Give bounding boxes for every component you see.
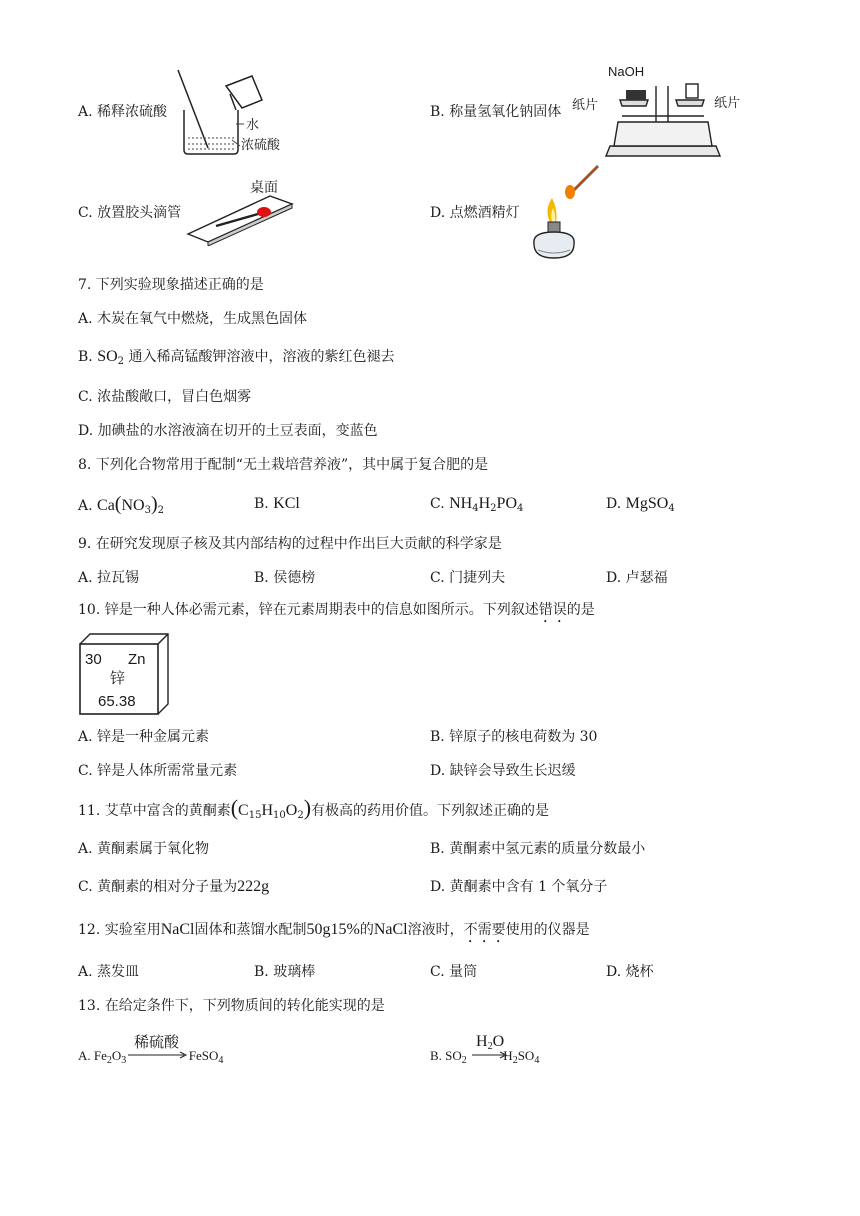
q11-option-d[interactable]: D. 黄酮素中含有 1 个氧分子 (430, 879, 608, 895)
q10-option-c[interactable]: C. 锌是人体所需常量元素 (78, 763, 238, 779)
q7-option-d[interactable]: D. 加碘盐的水溶液滴在切开的土豆表面，变蓝色 (78, 423, 378, 439)
balance-figure (596, 76, 728, 158)
q12-option-d[interactable]: D. 烧杯 (606, 964, 654, 980)
q10-stem: 10. 锌是一种人体必需元素，锌在元素周期表中的信息如图所示。下列叙述错误的是 (78, 602, 595, 618)
q11-option-a[interactable]: A. 黄酮素属于氧化物 (78, 841, 210, 857)
q7-stem: 7. 下列实验现象描述正确的是 (78, 277, 264, 293)
reaction-condition-water: $H_2O$ (476, 1033, 505, 1052)
figure-label-conc-acid: 浓硫酸 (241, 138, 281, 153)
q13-option-b[interactable]: B. $SO_2$ $H_2SO_4$ (430, 1048, 540, 1066)
figure-label-paper-right: 纸片 (714, 96, 741, 111)
q12-option-b[interactable]: B. 玻璃棒 (254, 964, 316, 980)
q12-stem: 12. 实验室用NaCl固体和蒸馏水配制50g15%的NaCl溶液时，不需要使用的仪器是 (78, 921, 590, 938)
q8-option-c[interactable]: C. $NH_4H_2PO_4$ (430, 495, 524, 514)
q7-option-c[interactable]: C. 浓盐酸敞口，冒白色烟雾 (78, 389, 252, 405)
q9-option-c[interactable]: C. 门捷列夫 (430, 570, 506, 586)
figure-label-paper-left: 纸片 (572, 98, 599, 113)
element-symbol: Zn (128, 651, 146, 668)
q9-option-b[interactable]: B. 侯德榜 (254, 570, 316, 586)
q12-option-a[interactable]: A. 蒸发皿 (78, 964, 140, 980)
q12-option-c[interactable]: C. 量筒 (430, 964, 478, 980)
q8-option-d[interactable]: D. MgSO$_4$ (606, 495, 675, 514)
dropper-on-desk-figure (186, 190, 298, 246)
element-name: 锌 (110, 669, 126, 687)
q8-stem: 8. 下列化合物常用于配制“无土栽培营养液”，其中属于复合肥的是 (78, 457, 489, 473)
figure-label-naoh: NaOH (608, 64, 645, 79)
q8-option-a[interactable]: A. $Ca(NO_3)_2$ (78, 493, 164, 516)
q11-option-c[interactable]: C. 黄酮素的相对分子量为222g (78, 878, 270, 895)
q6-option-b[interactable]: B. 称量氢氧化钠固体 (430, 104, 562, 120)
q9-option-d[interactable]: D. 卢瑟福 (606, 570, 668, 586)
element-atomic-mass: 65.38 (98, 693, 136, 710)
q13-stem: 13. 在给定条件下，下列物质间的转化能实现的是 (78, 998, 385, 1014)
q10-option-a[interactable]: A. 锌是一种金属元素 (78, 729, 210, 745)
q7-option-a[interactable]: A. 木炭在氧气中燃烧，生成黑色固体 (78, 311, 308, 327)
element-atomic-number: 30 (85, 651, 102, 668)
alcohol-lamp-figure (528, 160, 606, 264)
figure-label-desk: 桌面 (250, 180, 278, 196)
q6-option-d[interactable]: D. 点燃酒精灯 (430, 205, 520, 221)
reaction-arrow-a (128, 1050, 188, 1060)
q9-option-a[interactable]: A. 拉瓦锡 (78, 570, 140, 586)
reaction-arrow-b (472, 1050, 508, 1060)
q11-option-b[interactable]: B. 黄酮素中氢元素的质量分数最小 (430, 841, 646, 857)
q10-option-b[interactable]: B. 锌原子的核电荷数为 30 (430, 729, 598, 745)
q6-option-c[interactable]: C. 放置胶头滴管 (78, 205, 182, 221)
q7-option-b[interactable]: B. $SO_2$ 通入稀高锰酸钾溶液中，溶液的紫红色褪去 (78, 348, 395, 367)
q6-option-a[interactable]: A. 稀释浓硫酸 (78, 104, 168, 120)
q10-option-d[interactable]: D. 缺锌会导致生长迟缓 (430, 763, 576, 779)
reaction-condition-dilute-sulfuric-acid: 稀硫酸 (134, 1033, 180, 1051)
q13-option-a[interactable]: A. $Fe_2O_3$ FeSO$_4$ (78, 1048, 224, 1066)
q9-stem: 9. 在研究发现原子核及其内部结构的过程中作出巨大贡献的科学家是 (78, 536, 502, 552)
q11-stem: 11. 艾草中富含的黄酮素$(C_{15}H_{10}O_2)$有极高的药用价值。下列叙述正确的是 (78, 795, 550, 821)
figure-label-water: 水 (246, 118, 260, 133)
q8-option-b[interactable]: B. KCl (254, 495, 300, 512)
